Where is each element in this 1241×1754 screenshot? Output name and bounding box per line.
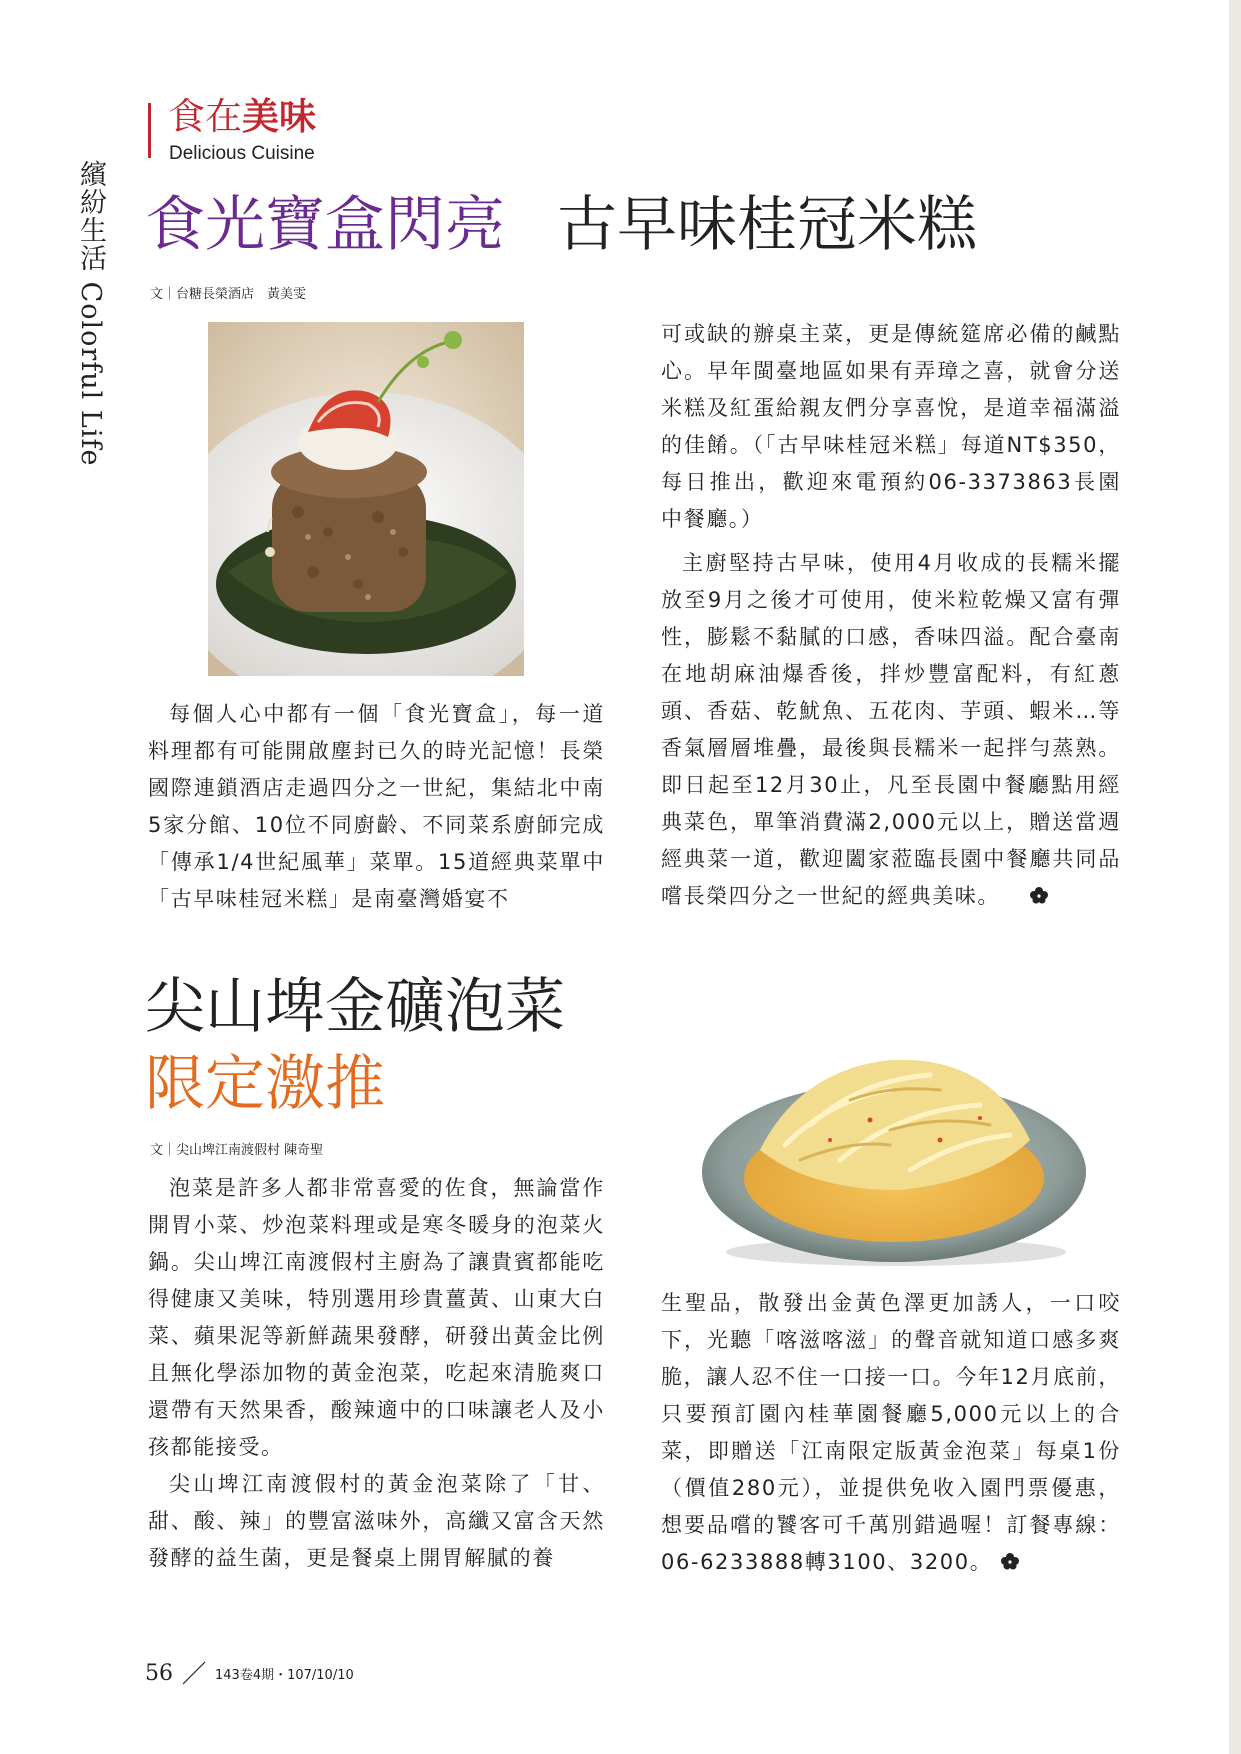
article1-title-part1: 食光寶盒閃亮 xyxy=(145,190,505,260)
slash-divider-icon xyxy=(179,1660,209,1686)
section-title xyxy=(168,95,316,139)
article2-byline: 文｜尖山埤江南渡假村 陳奇聖 xyxy=(150,1143,324,1158)
side-section-label: 繽紛生活 Colorful Life xyxy=(75,160,106,467)
flower-end-mark-icon xyxy=(1000,1545,1020,1582)
page-footer xyxy=(145,1660,354,1686)
article1-paragraph-2: 可或缺的辦桌主菜，更是傳統筵席必備的鹹點心。早年閩臺地區如果有弄璋之喜，就會分送米糕及紅蛋給親友們分享喜悅，是道幸福滿溢的佳餚。（「古早味桂冠米糕」每道NT$350，每日推出，歡迎來電預約06-3373863長園中餐廳。） xyxy=(661,322,1121,531)
issue-info: 143卷4期・107/10/10 xyxy=(215,1667,354,1683)
article1-title-part2: 古早味桂冠米糕 xyxy=(557,190,977,260)
article1-title xyxy=(145,190,977,260)
section-title-plain: 食在 xyxy=(168,95,242,138)
section-title-bold: 美味 xyxy=(242,95,316,138)
flower-end-mark-icon xyxy=(1008,879,1049,916)
page-number: 56 xyxy=(145,1660,173,1686)
article2-title: 尖山埤金礦泡菜 xyxy=(145,972,565,1042)
section-marker-bar xyxy=(148,103,151,158)
article2-paragraph-2: 尖山埤江南渡假村的黃金泡菜除了「甘、甜、酸、辣」的豐富滋味外，高纖又富含天然發酵的益生菌，更是餐桌上開胃解膩的養 xyxy=(148,1472,605,1570)
article2-paragraph-3: 生聖品，散發出金黃色澤更加誘人，一口咬下，光聽「喀滋喀滋」的聲音就知道口感多爽脆，讓人忍不住一口接一口。今年12月底前，只要預訂園內桂華園餐廳5,000元以上的合菜，即贈送「江南限定版黃金泡菜」每桌1份（價值280元），並提供免收入園門票優惠，想要品嚐的饕客可千萬別錯過喔！訂餐專線：06-6233888轉3100、3200。 xyxy=(661,1291,1121,1574)
article1-paragraph-1: 每個人心中都有一個「食光寶盒」，每一道料理都有可能開啟塵封已久的時光記憶！長榮國際連鎖酒店走過四分之一世紀，集結北中南5家分館、10位不同廚齡、不同菜系廚師完成「傳承1/4世紀風華」菜單。15道經典菜單中「古早味桂冠米糕」是南臺灣婚宴不 xyxy=(148,702,605,911)
section-subtitle: Delicious Cuisine xyxy=(169,143,315,164)
article1-byline: 文｜台糖長榮酒店 黃美雯 xyxy=(150,287,307,302)
rice-cake-dish-photo-icon xyxy=(208,322,524,676)
article2-paragraph-1: 泡菜是許多人都非常喜愛的佐食，無論當作開胃小菜、炒泡菜料理或是寒冬暖身的泡菜火鍋。尖山埤江南渡假村主廚為了讓貴賓都能吃得健康又美味，特別選用珍貴薑黃、山東大白菜、蘋果泥等新鮮蔬果發酵，研發出黃金比例且無化學添加物的黃金泡菜，吃起來清脆爽口還帶有天然果香，酸辣適中的口味讓老人及小孩都能接受。 xyxy=(148,1176,605,1459)
article2-title-highlight: 限定激推 xyxy=(145,1049,385,1119)
page-edge-strip xyxy=(1229,0,1241,1754)
article1-paragraph-3: 主廚堅持古早味，使用4月收成的長糯米擺放至9月之後才可使用，使米粒乾燥又富有彈性，膨鬆不黏膩的口感，香味四溢。配合臺南在地胡麻油爆香後，拌炒豐富配料，有紅蔥頭、香菇、乾魷魚、五花肉、芋頭、蝦米…等香氣層層堆疊，最後與長糯米一起拌勻蒸熟。即日起至12月30止，凡至長園中餐廳點用經典菜色，單筆消費滿2,000元以上，贈送當週經典菜一道，歡迎闔家蒞臨長園中餐廳共同品嚐長榮四分之一世紀的經典美味。 xyxy=(661,551,1121,908)
golden-kimchi-plate-photo-icon xyxy=(690,1030,1094,1270)
